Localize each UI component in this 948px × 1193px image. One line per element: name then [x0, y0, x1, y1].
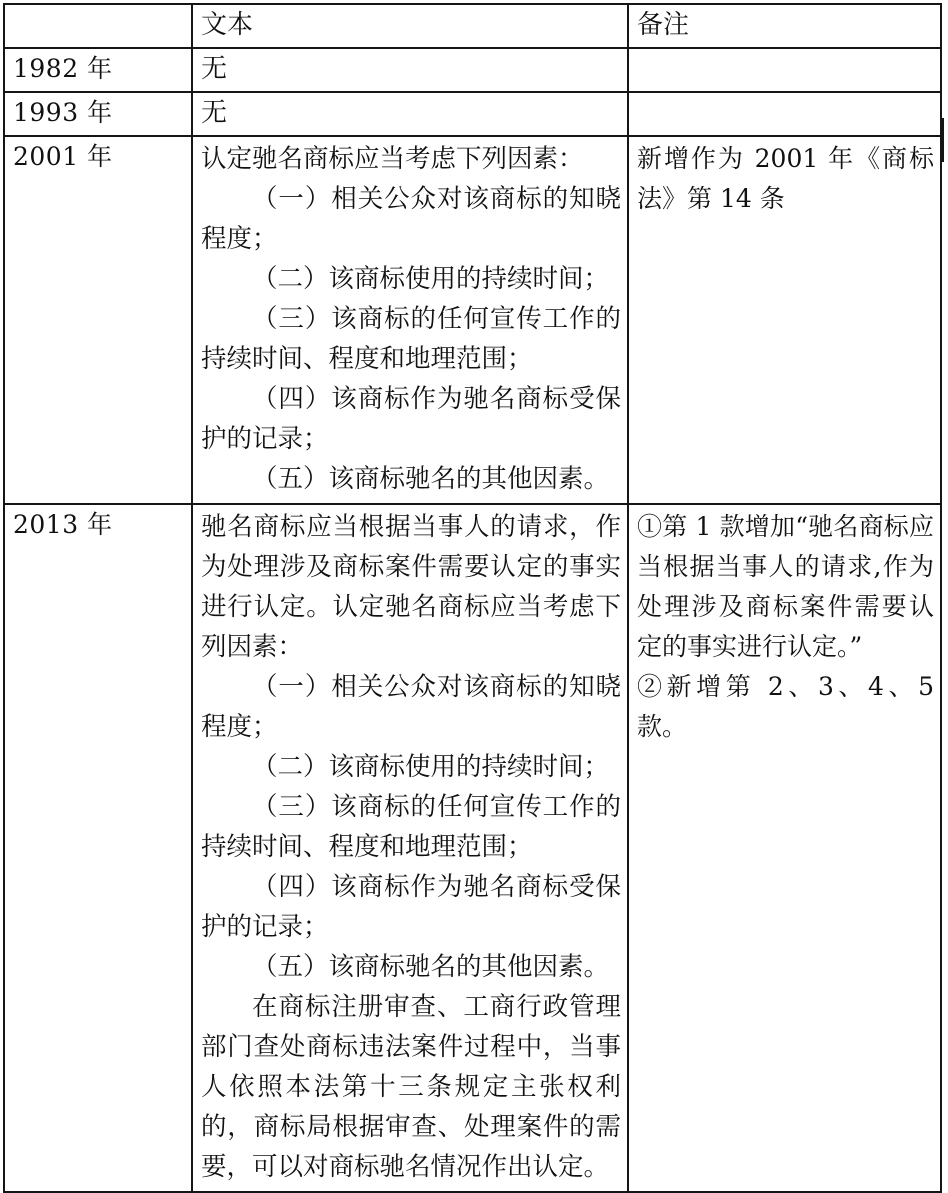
text-block — [201, 507, 621, 1187]
note-block — [637, 139, 934, 219]
table-row — [4, 136, 941, 504]
cell-text — [192, 48, 628, 92]
cell-year — [4, 504, 192, 1192]
header-cell-year — [4, 4, 192, 48]
cell-year — [4, 136, 192, 504]
year-label: 1993 年 — [13, 98, 113, 127]
note-paragraph: 新增作为 2001 年《商标法》第 14 条 — [637, 144, 934, 213]
trademark-law-comparison-table — [3, 3, 942, 1193]
text-paragraph: （三）该商标的任何宣传工作的持续时间、程度和地理范围； — [201, 304, 621, 374]
scan-edge-mark — [941, 118, 944, 162]
text-paragraph: （一）相关公众对该商标的知晓程度； — [201, 184, 621, 254]
text-paragraph: 驰名商标应当根据当事人的请求，作为处理涉及商标案件需要认定的事实进行认定。认定驰名商标应当考虑下列因素： — [201, 512, 621, 662]
text-paragraph: （五）该商标驰名的其他因素。 — [252, 952, 610, 982]
cell-text — [192, 504, 628, 1192]
year-label: 1982 年 — [13, 54, 113, 83]
table-row — [4, 504, 941, 1192]
year-label: 2013 年 — [13, 510, 113, 539]
text-paragraph: 无 — [201, 54, 228, 84]
cell-year — [4, 92, 192, 136]
note-paragraph: ②新增第 2、3、4、5 款。 — [637, 672, 934, 741]
cell-note — [628, 504, 941, 1192]
text-paragraph: （三）该商标的任何宣传工作的持续时间、程度和地理范围； — [201, 792, 621, 862]
table-row — [4, 92, 941, 136]
table-row — [4, 48, 941, 92]
header-label-text: 文本 — [201, 10, 254, 40]
text-block — [201, 139, 621, 499]
text-paragraph: （四）该商标作为驰名商标受保护的记录； — [201, 384, 621, 454]
text-paragraph: 认定驰名商标应当考虑下列因素： — [201, 144, 584, 174]
cell-note — [628, 92, 941, 136]
text-paragraph: （四）该商标作为驰名商标受保护的记录； — [201, 872, 621, 942]
text-paragraph: （五）该商标驰名的其他因素。 — [252, 464, 610, 494]
cell-note — [628, 136, 941, 504]
cell-text — [192, 92, 628, 136]
cell-note — [628, 48, 941, 92]
table-header-row — [4, 4, 941, 48]
header-cell-text — [192, 4, 628, 48]
text-paragraph: 在商标注册审查、工商行政管理部门查处商标违法案件过程中，当事人依照本法第十三条规定主张权利的，商标局根据审查、处理案件的需要，可以对商标驰名情况作出认定。 — [201, 992, 621, 1182]
cell-year — [4, 48, 192, 92]
header-cell-note — [628, 4, 941, 48]
cell-text — [192, 136, 628, 504]
text-paragraph: 无 — [201, 98, 228, 128]
year-label: 2001 年 — [13, 142, 113, 171]
note-block — [637, 507, 934, 747]
text-paragraph: （一）相关公众对该商标的知晓程度； — [201, 672, 621, 742]
header-label-note: 备注 — [637, 10, 690, 40]
text-paragraph: （二）该商标使用的持续时间； — [252, 264, 610, 294]
text-paragraph: （二）该商标使用的持续时间； — [252, 752, 610, 782]
note-paragraph: ①第 1 款增加“驰名商标应当根据当事人的请求,作为处理涉及商标案件需要认定的事实进行认定。” — [637, 512, 934, 661]
